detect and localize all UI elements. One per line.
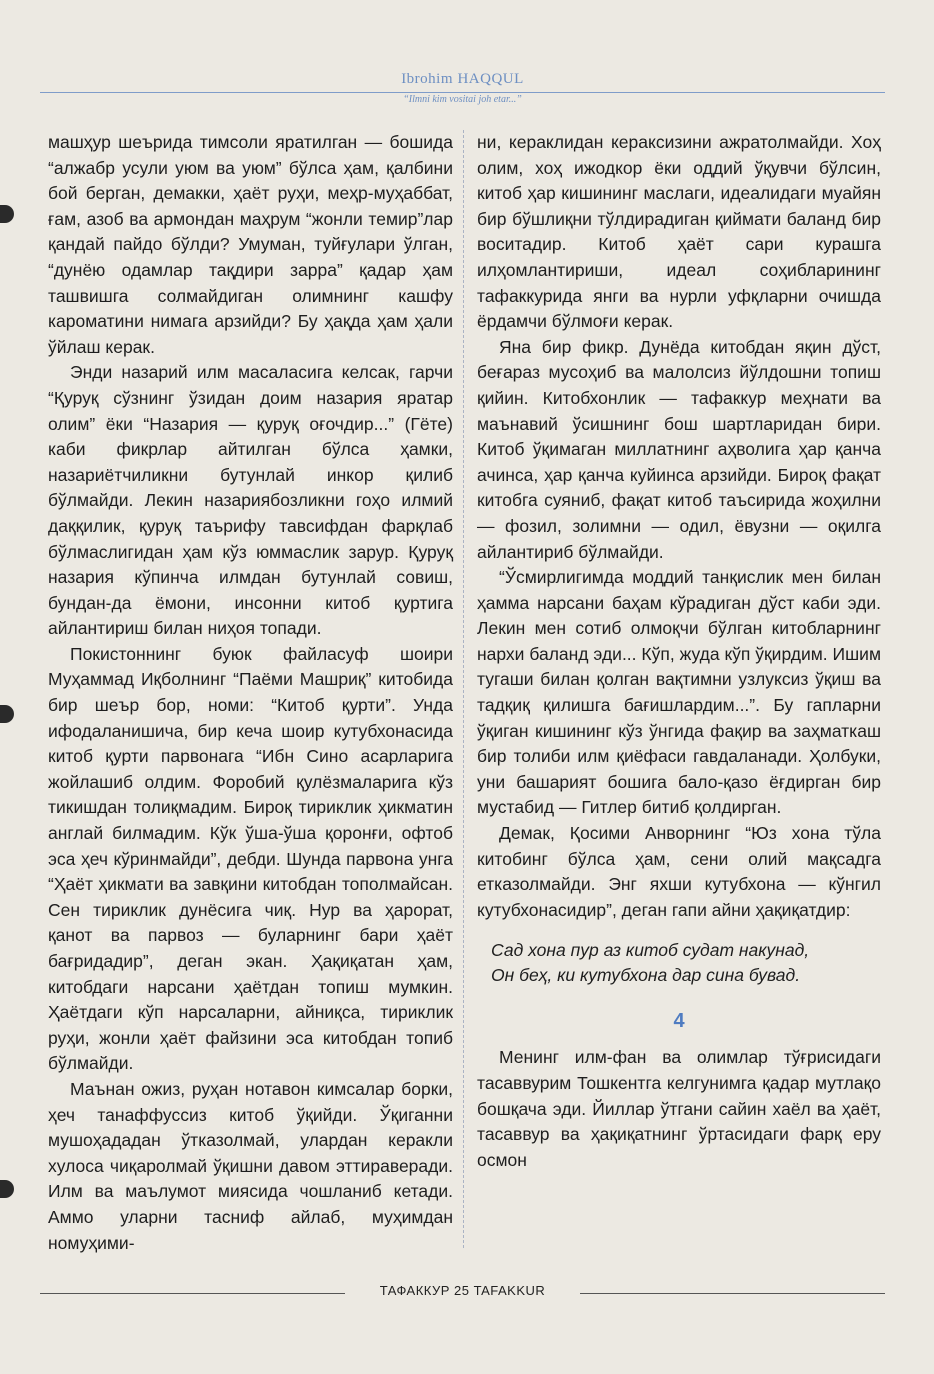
binding-hole [0, 705, 14, 723]
binding-hole [0, 205, 14, 223]
paragraph: Маънан ожиз, руҳан нотавон кимсалар борки, ҳеч танаффуссиз китоб ўқийди. Ўқиганни мушоҳададан ўтказолмай, улардан керакли хулоса чиқаролмай ўқишни давом эттираверади. Илм ва маълумот миясида чошланиб кетади. Аммо уларни тасниф айлаб, муҳимдан номуҳими- [48, 1078, 453, 1253]
author-first-name: Ibrohim [401, 71, 454, 87]
binding-hole [0, 1180, 14, 1198]
page-footer [40, 1283, 885, 1303]
paragraph: машҳур шеърида тимсоли яратилган — бошида “алжабр усули уюм ва уюм” бўлса ҳам, қалбини бой берган, демакки, ҳаёт руҳи, меҳр-муҳаббат, ғам, азоб ва армондан маҳрум “жонли темир”лар қандай пайдо бўлди? Умуман, туйғулари ўлган, “дунёю одамлар тақдири зарра” қадар ҳам ташвишга солмайдиган олимнинг кашфу кароматини нимага арзийди? Бу ҳақда ҳам ҳали ўйлаш керак. [48, 132, 453, 357]
author-last-name: HAQQUL [457, 71, 524, 87]
section-number: 4 [673, 1010, 685, 1033]
paragraph: Энди назарий илм масаласига келсак, гарчи “Қуруқ сўзнинг ўзидан доим назария яратар олим” ёки “Назария — қуруқ оғочдир...” (Гёте) каби фикрлар айтилган бўлса ҳамки, назариётчиликни бутунлай инкор қилиб бўлмайди. Лекин назариябозликни гоҳо илмий даққилик, қуруқ таърифу тавсифдан фарқлаб бўлмаслигидан ҳам кўз юммаслик зарур. Қуруқ назария кўпинча илмдан бутунлай совиш, бундан-да ёмони, инсонни китоб қуртига айлантириш билан ниҳоя топади. [48, 362, 453, 639]
paragraph: Демак, Қосими Анворнинг “Юз хона тўла китобинг бўлса ҳам, сени олий мақсадга етказолмайди. Энг яхши кутубхона — кўнгил кутубхонасидир”, деган гапи айни ҳақиқатдир: [477, 823, 881, 920]
running-header [40, 70, 885, 105]
footer-text: ТАФАККУР 25 TAFAKKUR [379, 1283, 546, 1298]
right-column [477, 130, 881, 1173]
footer-rule [580, 1293, 885, 1294]
paragraph: Яна бир фикр. Дунёда китобдан яқин дўст, беғараз мусоҳиб ва малолсиз йўлдошни топиш қийин. Китобхонлик — тафаккур меҳнати ва маънавий ўсишнинг бош шартларидан бири. Китоб ўқимаган миллатнинг аҳволига ҳар қанча ачинса, ҳар қанча куйинса арзийди. Бироқ фақат китобга суяниб, фақат китоб таъсирида жоҳилни — фозил, золимни — одил, ёвузни — оқилга айлантириб бўлмайди. [477, 336, 881, 562]
poem-line: Сад хона пур аз китоб судат накунад, [491, 940, 810, 961]
poem-line: Он беҳ, ки кутубхона дар сина бувад. [491, 965, 801, 986]
header-rule [40, 92, 885, 93]
left-column [48, 130, 453, 1256]
header-subtitle: “Ilmni kim vositai joh etar...” [403, 94, 522, 105]
poem-quote [477, 938, 881, 988]
column-divider [463, 130, 465, 1248]
paragraph: Покистоннинг буюк файласуф шоири Муҳаммад Иқболнинг “Паёми Машриқ” китобида бир шеър бор, номи: “Китоб қурти”. Унда ифодаланишича, бир кеча шоир кутубхонасида китоб қурти парвонага “Ибн Сино асарларига жойлашиб олдим. Форобий қулёзмаларига кўз тикишдан толиқмадим. Бироқ тириклик ҳикматин англай билмадим. Кўк ўша-ўша қоронғи, офтоб эса ҳеч кўринмайди”, дебди. Шунда парвона унга “Ҳаёт ҳикмати ва завқини китобдан тополмайсан. Сен тириклик дунёсига чиқ. Нур ва ҳарорат, қанот ва парвоз — буларнинг бари ҳаёт бағридадир”, деган экан. Ҳақиқатан ҳам, китобдаги нарсани ҳаётдан топиш мумкин. Ҳаётдаги кўп нарсаларни, айниқса, тириклик руҳи, жонли ҳаёт файзини эса китобдан топиб бўлмайди. [48, 643, 453, 1074]
paragraph: ни, кераклидан кераксизини ажратолмайди. Хоҳ олим, хоҳ ижодкор ёки оддий ўқувчи бўлсин, китоб ҳар кишининг маслаги, идеалидаги муайян бир бўшлиқни тўлдирадиган қиймати баланд бир воситадир. Китоб ҳаёт сари курашга илҳомлантириши, идеал соҳибларининг тафаккурида янги ва нурли уфқларни очишда ёрдамчи бўлмоғи керак. [477, 132, 881, 332]
paragraph: Менинг илм-фан ва олимлар тўғрисидаги тасаввурим Тошкентга келгунимга қадар мутлақо бошқача эди. Йиллар ўтгани сайин хаёл ва ҳаёт, тасаввур ва ҳақиқатнинг ўртасидаги фарқ еру осмон [477, 1047, 881, 1170]
paragraph: “Ўсмирлигимда моддий танқислик мен билан ҳамма нарсани баҳам кўрадиган дўст каби эди. Лекин мен сотиб олмоқчи бўлган китобларнинг нархи баланд эди... Кўп, жуда кўп ўқирдим. Ишим тугаши билан қолган вақтимни узлуксиз ўқиш ва тадқиқ қилишга бағишлардим...”. Бу гапларни ўқиган кишининг кўз ўнгида фақир ва заҳматкаш бир толиби илм қиёфаси гавдаланади. Ҳолбуки, уни башарият бошига бало-қазо ёғдирган бир мустабид — Гитлер битиб қолдирган. [477, 567, 881, 818]
